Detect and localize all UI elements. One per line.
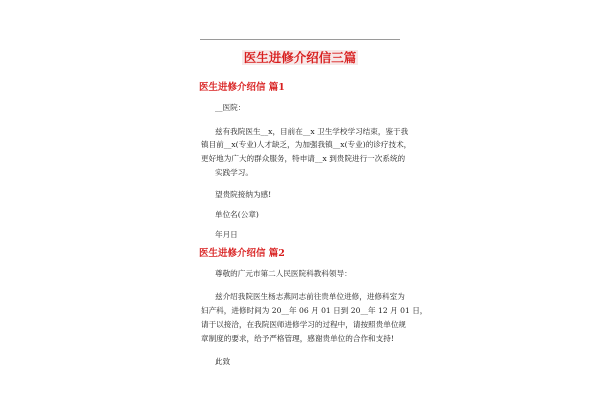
- section-1-greeting: __医院：: [215, 103, 246, 112]
- section-2-body-line: 请于以接洽，在我院医师进修学习的过程中，请按照贵单位规: [201, 320, 407, 329]
- section-1-body-line: 实践学习。: [215, 168, 253, 177]
- section-1-signature: 单位名(公章): [215, 210, 259, 219]
- section-1-body-line: 镇目前__x(专业)人才缺乏，为加强我镇__x(专业)的诊疗技术，: [201, 140, 412, 149]
- section-1-body-line: 兹有我院医生__x，目前在__x 卫生学校学习结束，鉴于我: [215, 127, 409, 136]
- section-2-greeting: 尊敬的广元市第二人民医院科教科领导：: [215, 269, 352, 278]
- document-title: 医生进修介绍信三篇: [243, 50, 357, 65]
- section-2-body-line: 章制度的要求，给予严格管理，感谢贵单位的合作和支持!: [201, 334, 394, 343]
- section-1-date: 年月日: [215, 230, 238, 239]
- top-divider: [200, 39, 400, 40]
- section-1-request: 望贵院接纳为感!: [215, 190, 272, 199]
- section-2-body-line: 兹介绍我院医生杨志燕同志前往贵单位进修，进修科室为: [215, 292, 405, 301]
- section-2-body-line: 妇产科，进修时间为 20__年 06 月 01 日到 20__年 12 月 01 日，: [201, 306, 428, 315]
- section-1-heading: 医生进修介绍信 篇1: [199, 82, 285, 93]
- section-2-closing: 此致: [215, 357, 231, 366]
- section-1-body-line: 更好地为广大的群众服务，特申请__x 到贵院进行一次系统的: [201, 154, 406, 163]
- section-2-heading: 医生进修介绍信 篇2: [199, 248, 285, 259]
